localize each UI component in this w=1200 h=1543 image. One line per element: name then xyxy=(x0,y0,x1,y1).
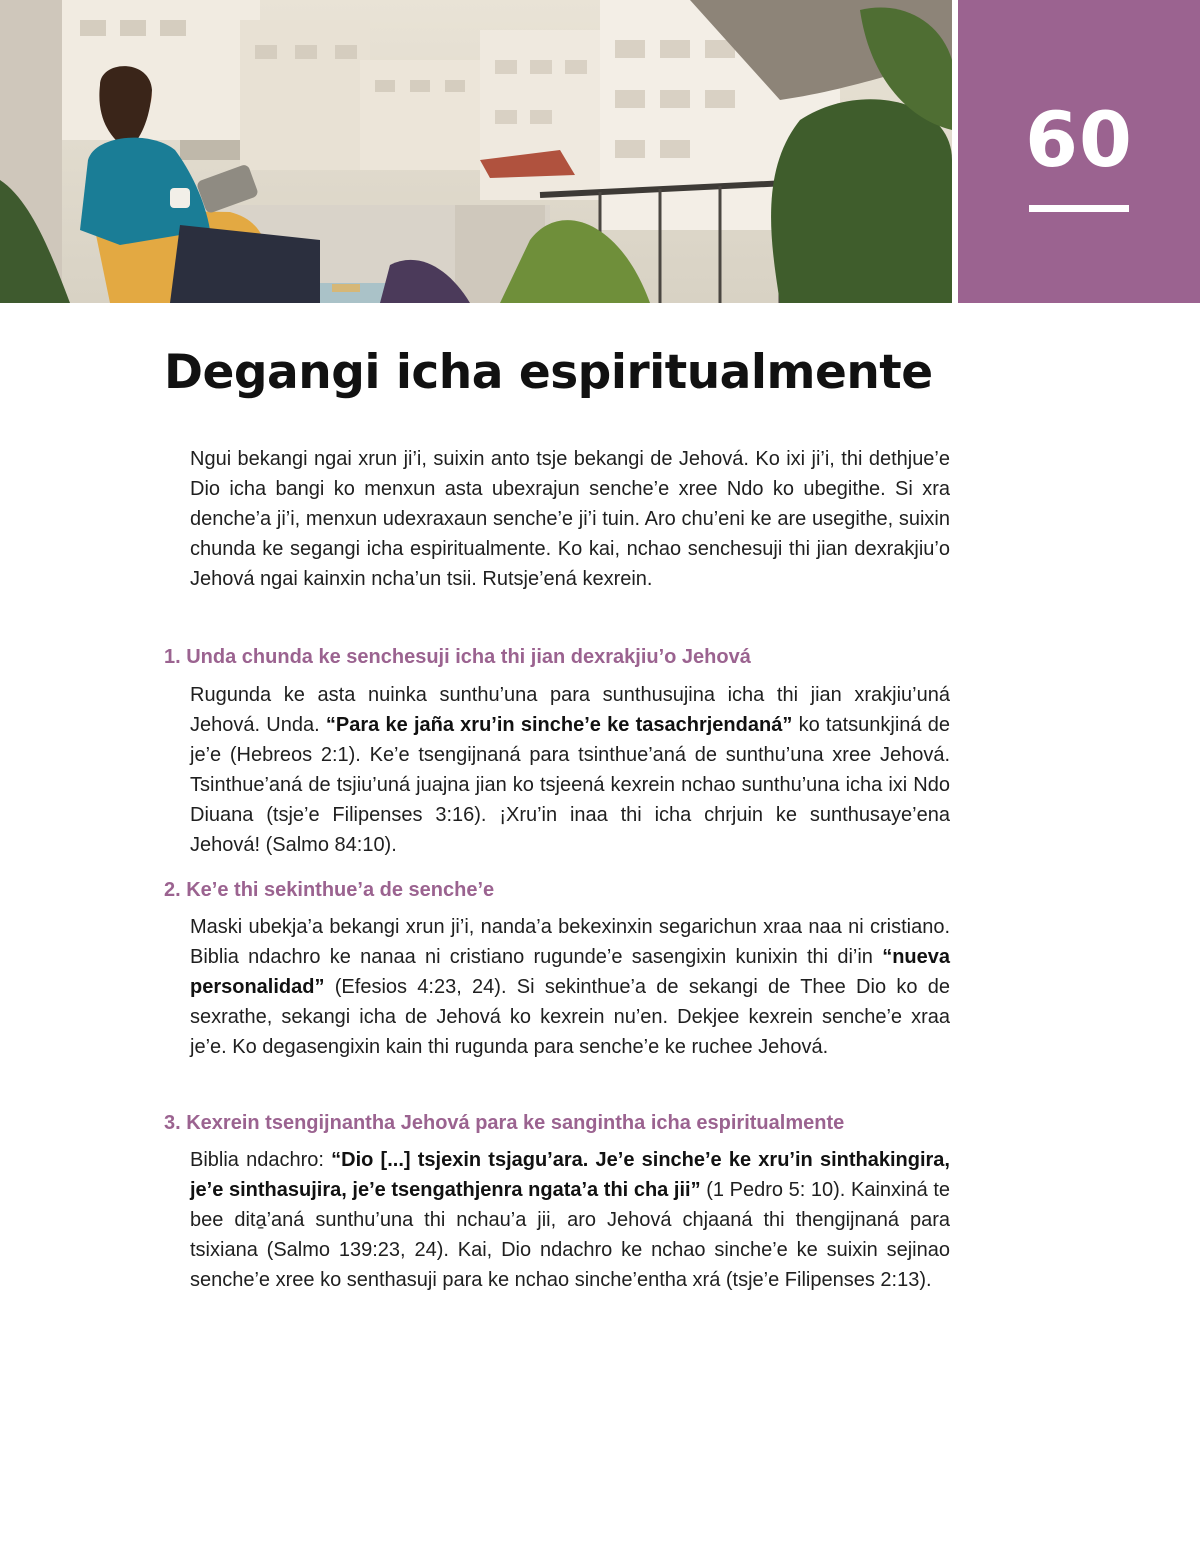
section-text: Biblia ndachro: xyxy=(190,1149,332,1171)
section-heading-2: 2. Ke’e thi sekinthue’a de senche’e xyxy=(164,879,495,901)
section-heading-3: 3. Kexrein tsengijnantha Jehová para ke sangintha icha espiritualmente xyxy=(164,1112,845,1134)
section-quote: “Dio [...] tsjexin tsjagu’ara. Je’e sinche’e ke xru’in sinthakingira, je’e sinthasujira, je’e tsengathjenra ngata’a thi cha jii” xyxy=(190,1149,950,1201)
section-paragraph-2 xyxy=(190,912,950,1062)
section-text: (Efesios 4:23, 24). Si sekinthue’a de sekangi de Thee Dio ko de sexrathe, sekangi icha de Jehová ko kexrein nu’en. Dekjee kexrein senche’e xraa je’e. Ko degasengixin kain thi rugunda para senche’e ke ruchee Jehová. xyxy=(190,976,950,1058)
section-quote: “nueva personalidad” xyxy=(190,946,950,998)
section-text: (1 Pedro 5: 10). Kainxiná te bee dita̱’aná sunthu’una thi nchau’a jii, aro Jehová chjaaná thi thengijnaná para tsixiana (Salmo 139:23, 24). Kai, Dio ndachro ke nchao sinche’e ke suixin sejinao senche’e xree ko senthasuji para ke nchao sinche’entha xrá (tsje’e Filipenses 2:13). xyxy=(190,1179,950,1291)
section-paragraph-1 xyxy=(190,680,950,860)
section-text: Maski ubekja’a bekangi xrun ji’i, nanda’a bekexinxin segarichun xraa naa ni cristiano. Biblia ndachro ke nanaa ni cristiano rugunde’e sasengixin kunixin thi di’in xyxy=(190,916,950,968)
page-title: Degangi icha espiritualmente xyxy=(164,345,933,400)
hero-photo xyxy=(0,0,952,303)
section-paragraph-3 xyxy=(190,1145,950,1295)
section-text: ko tatsunkjiná de je’e (Hebreos 2:1). Ke’e tsengijnaná para tsinthue’aná de sunthu’una xree Jehová. Tsinthue’aná de tsjiu’uná juajna jian ko tsjeená kexrein nchao sunthu’una icha ixi Ndo Diuana (tsje’e Filipenses 3:16). ¡Xru’in inaa thi icha chrjuin ke sunthusaye’ena Jehová! (Salmo 84:10). xyxy=(190,714,951,856)
lesson-number-badge xyxy=(958,0,1200,303)
intro-paragraph: Ngui bekangi ngai xrun ji’i, suixin anto tsje bekangi de Jehová. Ko ixi ji’i, thi dethjue’e Dio icha bangi ko menxun asta ubexrajun senche’e xree Ndo ko ubegithe. Si xra denche’a ji’i, menxun udexraxaun senche’e ji’i tuin. Aro chu’eni ke are usegithe, suixin chunda ke segangi icha espiritualmente. Ko kai, nchao senchesuji thi jian dexrakjiu’o Jehová ngai kainxin ncha’un tsii. Rutsje’ená kexrein. xyxy=(190,448,950,590)
section-heading-1: 1. Unda chunda ke senchesuji icha thi jian dexrakjiu’o Jehová xyxy=(164,646,751,668)
badge-underline xyxy=(1029,205,1129,212)
lesson-number: 60 xyxy=(1025,95,1133,184)
section-text: Rugunda ke asta nuinka sunthu’una para sunthusujina icha thi jian xrakjiu’uná Jehová. Unda. xyxy=(190,684,950,736)
balcony-city-illustration xyxy=(0,0,952,303)
section-quote: “Para ke jaña xru’in sinche’e ke tasachrjendaná” xyxy=(325,714,793,736)
